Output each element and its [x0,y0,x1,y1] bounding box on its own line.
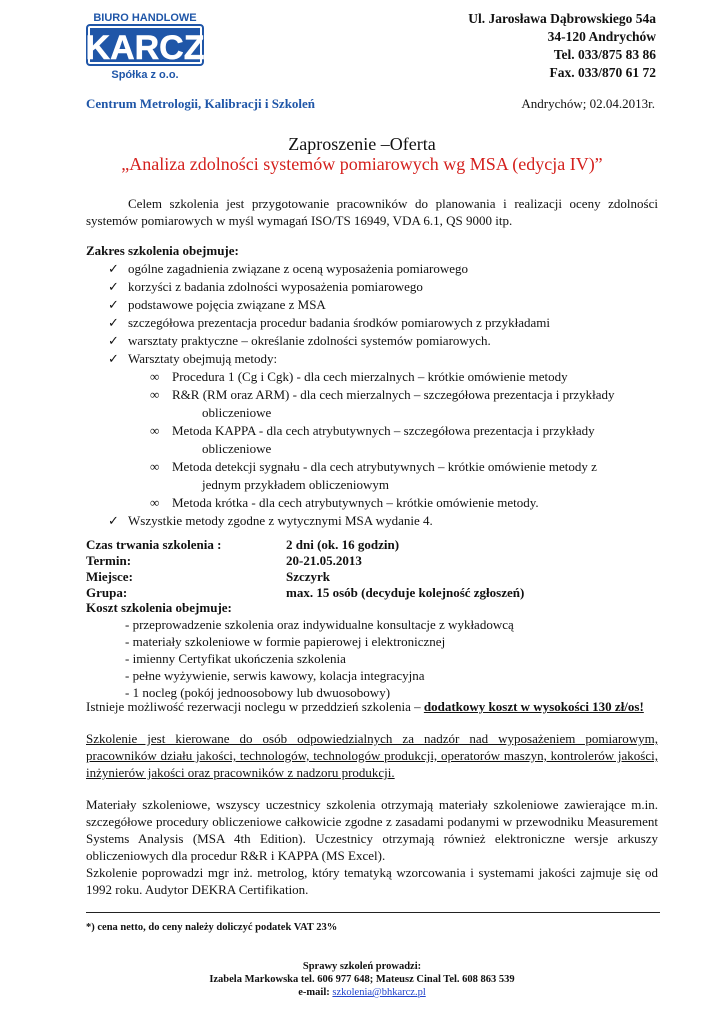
email-link[interactable]: szkolenia@bhkarcz.pl [332,987,426,998]
check-icon: ✓ [108,297,119,312]
info-key: Miejsce: [86,569,133,584]
infinity-bullet-icon: ∞ [150,459,160,474]
check-icon: ✓ [108,351,119,366]
info-key: Termin: [86,553,132,568]
logo-bottom-text: Spółka z o.o. [111,69,179,81]
list-item: ✓ szczegółowa prezentacja procedur badania środków pomiarowych z przykładami [108,315,550,330]
address-city: 34-120 Andrychów [547,29,656,44]
info-key: Grupa: [86,585,128,600]
scope-list [86,260,658,530]
cost-list [125,616,514,701]
target-audience-paragraph: Szkolenie jest kierowane do osób odpowiedzialnych za nadzór nad wyposażeniem pomiarowym, pracowników działu jakości, technologów, technologów produkcji, operatorów maszyn, kontrolerów jakości, inżynierów jakości oraz pracowników z nadzoru produkcji. [86,731,658,780]
check-icon: ✓ [108,333,119,348]
scope-heading: Zakres szkolenia obejmuje: [86,243,239,258]
list-item: - przeprowadzenie szkolenia oraz indywidualne konsultacje z wykładowcą [125,617,514,632]
contact-names: Izabela Markowska tel. 606 977 648; Mateusz Cinal Tel. 608 863 539 [209,974,515,985]
infinity-bullet-icon: ∞ [150,495,160,510]
check-icon: ✓ [108,513,119,528]
list-item: - pełne wyżywienie, serwis kawowy, kolacja integracyjna [125,668,425,683]
list-item: ✓ korzyści z badania zdolności wyposażenia pomiarowego [108,279,423,294]
check-icon: ✓ [108,261,119,276]
method-item: ∞ Metoda KAPPA - dla cech atrybutywnych – szczegółowa prezentacja i przykłady obliczeniowe [150,423,595,456]
list-item: - materiały szkoleniowe w formie papierowej i elektronicznej [125,634,446,649]
company-logo [86,10,204,84]
info-value: Szczyrk [286,569,331,584]
methods-list [86,368,658,512]
method-item: ∞ Metoda krótka - dla cech atrybutywnych – krótkie omówienie metody. [150,495,539,510]
list-item: ✓ ogólne zagadnienia związane z oceną wyposażenia pomiarowego [108,261,469,276]
method-item: ∞ Procedura 1 (Cg i Cgk) - dla cech mierzalnych – krótkie omówienie metody [150,369,568,384]
address-block [468,10,656,82]
logo-main-text: KARCZ [86,29,204,67]
info-value: 20-21.05.2013 [286,553,362,568]
address-phone: Tel. 033/875 83 86 [553,47,656,62]
address-street: Ul. Jarosława Dąbrowskiego 54a [468,11,656,26]
list-item: ✓ Warsztaty obejmują metody: ∞ Procedura 1 (Cg i Cgk) - dla cech mierzalnych – krótkie omówienie metody ∞ R&R (RM oraz ARM) - dla cech mierzalnych – szczegółowa prezentacja i przykłady obliczeniowe ∞ Metoda KAPPA - dla cech atrybutywnych – szczegółowa prezentacja i przykłady obliczeniowe ∞ Metoda detekcji sygnału - dla cech atrybutywnych – krótkie omówienie metody z jednym przykładem obliczeniowym ∞ Metoda krótka - dla cech atrybutywnych – krótkie omówienie metody. [86,350,658,512]
info-value: 2 dni (ok. 16 godzin) [286,537,400,552]
info-key: Czas trwania szkolenia : [86,537,222,552]
reservation-note: Istnieje możliwość rezerwacji noclegu w przeddzień szkolenia – dodatkowy koszt w wysokości 130 zł/os! [86,699,644,714]
contact-footer [0,960,724,999]
method-item: ∞ R&R (RM oraz ARM) - dla cech mierzalnych – szczegółowa prezentacja i przykłady obliczeniowe [150,387,615,420]
list-item: - imienny Certyfikat ukończenia szkolenia [125,651,346,666]
list-item: ✓ podstawowe pojęcia związane z MSA [108,297,326,312]
extra-cost: dodatkowy koszt w wysokości 130 zł/os! [423,699,644,714]
trainer-paragraph: Szkolenie poprowadzi mgr inż. metrolog, który tematyką wzorcowania i systemami jakości zajmuje się od 1992 roku. Audytor DEKRA Certifikation. [86,865,658,897]
contact-title: Sprawy szkoleń prowadzi: [302,961,422,972]
method-item: ∞ Metoda detekcji sygnału - dla cech atrybutywnych – krótkie omówienie metody z jednym przykładem obliczeniowym [150,459,597,492]
training-title: „Analiza zdolności systemów pomiarowych wg MSA (edycja IV)” [121,154,603,174]
department-name: Centrum Metrologii, Kalibracji i Szkoleń [86,96,316,111]
info-value: max. 15 osób (decyduje kolejność zgłoszeń) [286,585,525,600]
infinity-bullet-icon: ∞ [150,423,160,438]
divider [86,912,660,913]
date-line: Andrychów; 02.04.2013r. [521,96,655,111]
infinity-bullet-icon: ∞ [150,387,160,402]
address-fax: Fax. 033/870 61 72 [549,65,656,80]
list-item: - 1 nocleg (pokój jednoosobowy lub dwuosobowy) [125,685,391,700]
footnote: *) cena netto, do ceny należy doliczyć podatek VAT 23% [86,922,338,933]
list-item: ✓ warsztaty praktyczne – określanie zdolności systemów pomiarowych. [108,333,491,348]
check-icon: ✓ [108,279,119,294]
intro-paragraph: Celem szkolenia jest przygotowanie pracowników do planowania i realizacji oceny zdolności systemów pomiarowych w myśl wymagań ISO/TS 16949, VDA 6.1, QS 9000 itp. [86,196,658,228]
infinity-bullet-icon: ∞ [150,369,160,384]
info-table [86,536,658,604]
cost-heading: Koszt szkolenia obejmuje: [86,600,232,615]
materials-paragraph: Materiały szkoleniowe, wszyscy uczestnicy szkolenia otrzymają materiały szkoleniowe zawierające m.in. szczegółowe procedury obliczeniowe całkowicie zgodne z zasadami podanymi w przewodniku Measurement Systems Analysis (MSA 4th Edition). Uczestnicy otrzymają również elektroniczne wersje arkuszy obliczeniowych dla procedur R&R i KAPPA (MS Excel). [86,797,658,863]
logo-top-text: BIURO HANDLOWE [93,12,197,24]
document-title: Zaproszenie –Oferta [288,134,436,154]
check-icon: ✓ [108,315,119,330]
email-label: e-mail: [298,987,333,998]
list-item: ✓ Wszystkie metody zgodne z wytycznymi MSA wydanie 4. [108,513,433,528]
